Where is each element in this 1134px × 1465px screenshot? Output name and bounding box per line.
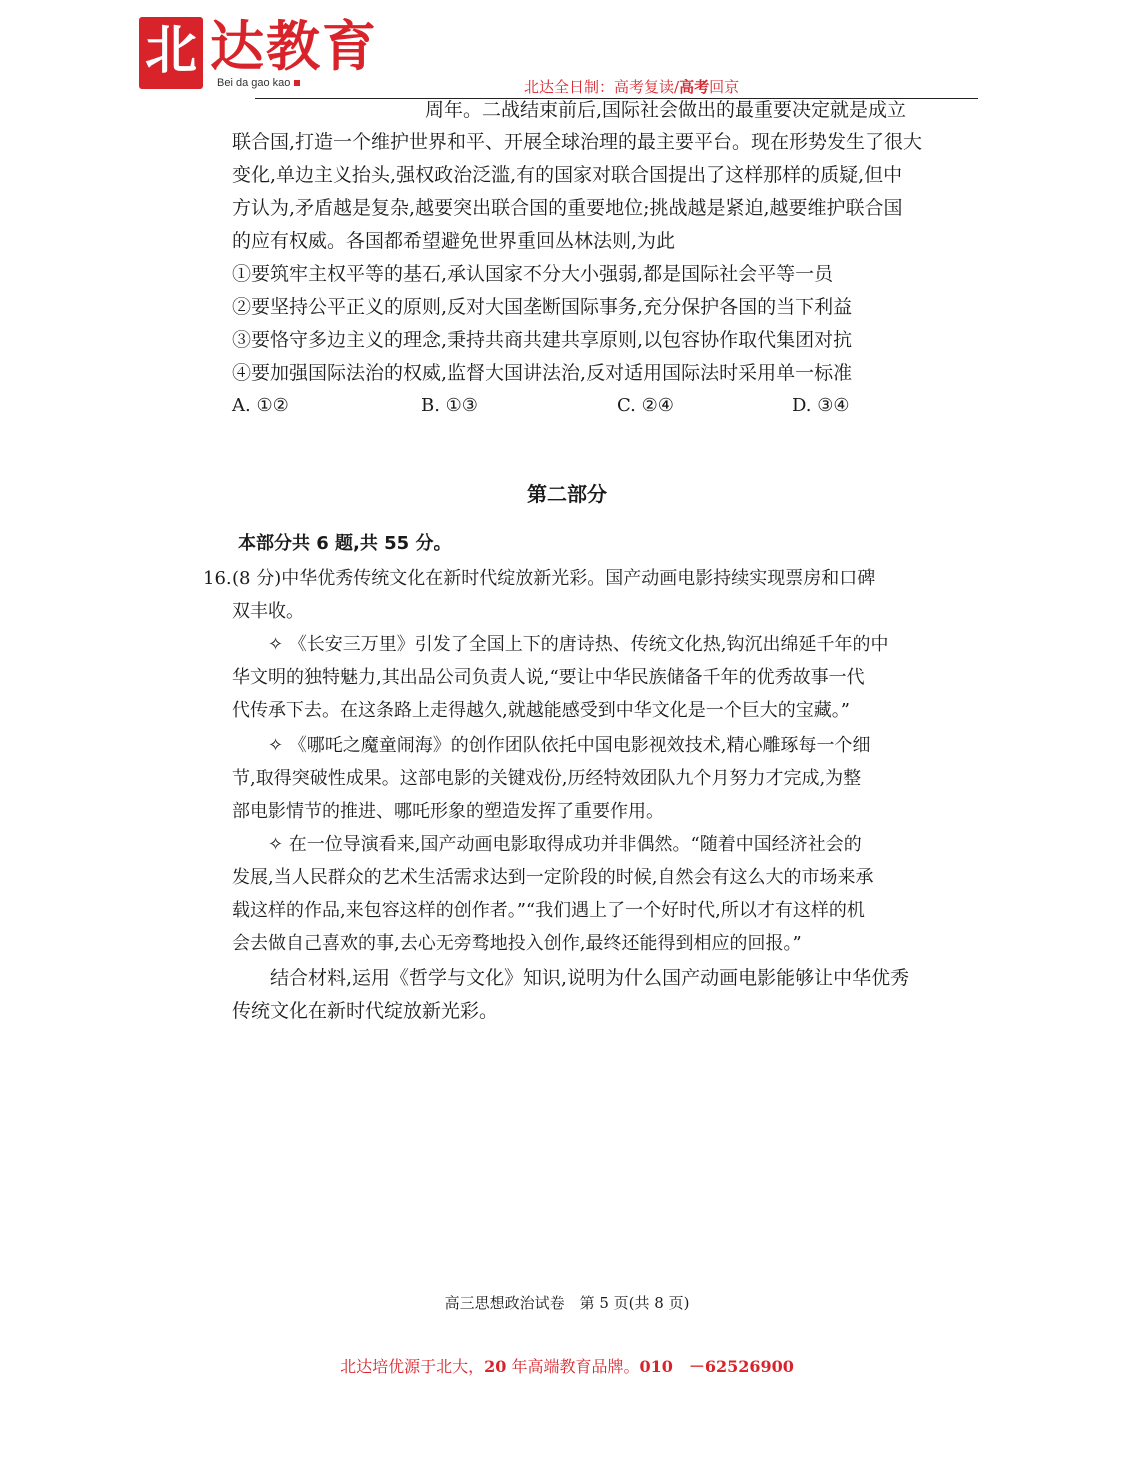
q15-option-d: D. ③④ [792, 395, 850, 416]
tagline-prefix: 北达全日制：高考复读/ [524, 78, 680, 96]
tagline-suffix: 回京 [709, 78, 740, 96]
q16-material-2-line-3: 部电影情节的推进、哪吒形象的塑造发挥了重要作用。 [232, 801, 664, 822]
q16-material-2-line-1: ✧ 《哪吒之魔童闹海》的创作团队依托中国电影视效技术,精心雕琢每一个细 [268, 735, 871, 756]
q15-line-2: 联合国,打造一个维护世界和平、开展全球治理的最主要平台。现在形势发生了很大 [232, 131, 923, 153]
logo-text: 达教育 [210, 14, 378, 78]
section-title: 第二部分 [527, 482, 607, 506]
q16-line-2: 双丰收。 [232, 601, 304, 622]
q16-number: 16. [203, 568, 232, 589]
q15-line-4: 方认为,矛盾越是复杂,越要突出联合国的重要地位;挑战越是紧迫,越要维护联合国 [232, 197, 903, 219]
logo-mark [139, 17, 203, 89]
q15-line-1: 周年。二战结束前后,国际社会做出的最重要决定就是成立 [425, 99, 907, 121]
promo-years: 20 [484, 1357, 507, 1376]
logo-square-icon [294, 80, 300, 86]
q16-material-1-line-3: 代传承下去。在这条路上走得越久,就越能感受到中华文化是一个巨大的宝藏。” [232, 700, 850, 721]
q16-material-3-line-4: 会去做自己喜欢的事,去心无旁骛地投入创作,最终还能得到相应的回报。” [232, 933, 802, 954]
promo-footer [0, 1356, 1134, 1378]
q15-option-a: A. ①② [232, 395, 289, 416]
q16-material-3-line-1: ✧ 在一位导演看来,国产动画电影取得成功并非偶然。“随着中国经济社会的 [268, 834, 862, 855]
logo-glyph: 北 [144, 21, 197, 81]
promo-phone: 010 －62526900 [639, 1357, 794, 1376]
q16-line-1: (8 分)中华优秀传统文化在新时代绽放新光彩。国产动画电影持续实现票房和口碑 [232, 568, 876, 589]
q15-line-3: 变化,单边主义抬头,强权政治泛滥,有的国家对联合国提出了这样那样的质疑,但中 [232, 164, 903, 186]
promo-middle: 年高端教育品牌。 [506, 1357, 640, 1376]
q15-option-b: B. ①③ [421, 395, 478, 416]
q16-material-3-line-3: 载这样的作品,来包容这样的创作者。”“我们遇上了一个好时代,所以才有这样的机 [232, 900, 865, 921]
page-footer: 高三思想政治试卷 第 5 页(共 8 页) [444, 1294, 690, 1312]
q16-material-2-line-2: 节,取得突破性成果。这部电影的关键戏份,历经特效团队九个月努力才完成,为整 [232, 768, 862, 789]
q16-prompt-line-2: 传统文化在新时代绽放新光彩。 [232, 1000, 499, 1022]
promo-prefix: 北达培优源于北大， [340, 1357, 485, 1376]
q16-material-1-line-2: 华文明的独特魅力,其出品公司负责人说,“要让中华民族储备千年的优秀故事一代 [232, 667, 865, 688]
q15-statement-3: ③要恪守多边主义的理念,秉持共商共建共享原则,以包容协作取代集团对抗 [232, 329, 853, 351]
header-tagline [524, 77, 739, 97]
logo-subtitle [217, 76, 300, 90]
tagline-bold: 高考 [679, 78, 710, 96]
q15-statement-2: ②要坚持公平正义的原则,反对大国垄断国际事务,充分保护各国的当下利益 [232, 296, 853, 318]
q15-statement-1: ①要筑牢主权平等的基石,承认国家不分大小强弱,都是国际社会平等一员 [232, 263, 834, 285]
q16-prompt-line-1: 结合材料,运用《哲学与文化》知识,说明为什么国产动画电影能够让中华优秀 [270, 967, 910, 989]
q15-line-5: 的应有权威。各国都希望避免世界重回丛林法则,为此 [232, 230, 676, 252]
section-subhead: 本部分共 6 题,共 55 分。 [238, 533, 452, 554]
logo-subtitle-text: Bei da gao kao [217, 77, 291, 89]
q16-material-1-line-1: ✧ 《长安三万里》引发了全国上下的唐诗热、传统文化热,钩沉出绵延千年的中 [268, 634, 889, 655]
q15-statement-4: ④要加强国际法治的权威,监督大国讲法治,反对适用国际法时采用单一标准 [232, 362, 853, 384]
q16-material-3-line-2: 发展,当人民群众的艺术生活需求达到一定阶段的时候,自然会有这么大的市场来承 [232, 867, 874, 888]
q15-option-c: C. ②④ [617, 395, 674, 416]
